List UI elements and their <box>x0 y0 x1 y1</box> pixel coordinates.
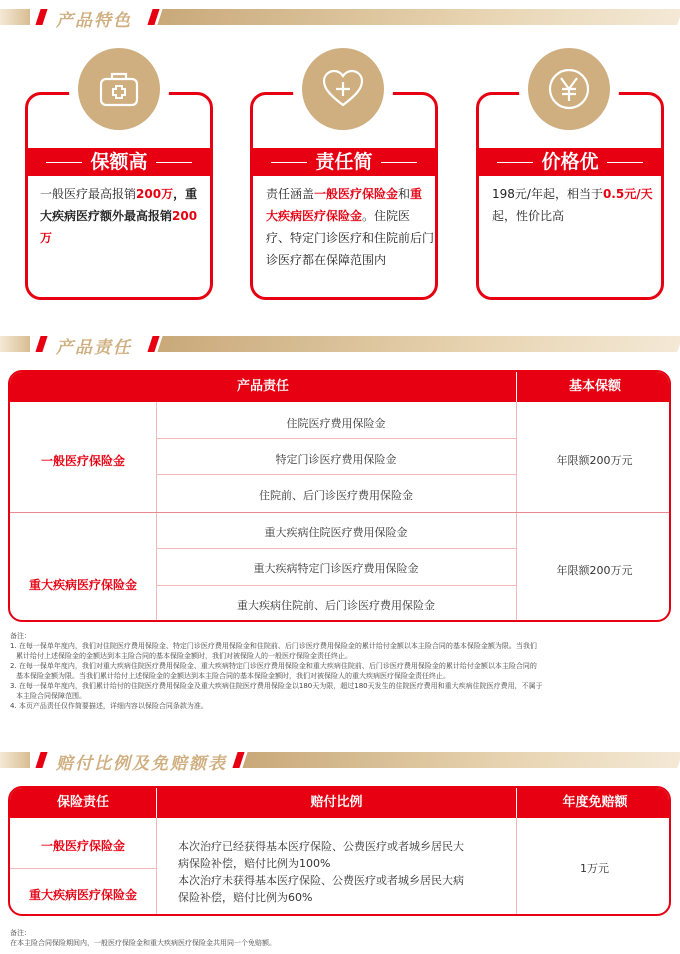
claim-table-header-deductible: 年度免赔额 <box>517 788 671 818</box>
claim-section-title: 赔付比例及免赔额表 <box>56 754 227 774</box>
claim-row-general: 一般医疗保险金 <box>40 839 125 853</box>
duty-group-general: 一般医疗保险金 <box>40 454 125 468</box>
duty-table-header-product: 产品责任 <box>10 372 516 402</box>
duty-table-header-amount: 基本保额 <box>517 372 671 402</box>
feature-description: 198元/年起，相当于0.5元/天起，性价比高 <box>492 187 653 223</box>
feature-description: 责任涵盖一般医疗保险金和重大疾病医疗保险金。住院医疗、特定门诊医疗和住院前后门诊医疗都在保障范围内 <box>266 187 435 267</box>
claim-table-header-ratio: 赔付比例 <box>157 788 516 818</box>
duty-amount: 年限额200万元 <box>556 454 633 467</box>
claim-section-header <box>0 751 680 774</box>
feature-title-band: 价格优 <box>476 148 664 176</box>
duty-group-critical-illness: 重大疾病医疗保险金 <box>28 578 137 592</box>
duty-item: 重大疾病住院医疗费用保险金 <box>264 526 408 539</box>
duty-item: 重大疾病住院前、后门诊医疗费用保险金 <box>237 599 435 612</box>
duty-item: 住院医疗费用保险金 <box>286 417 386 430</box>
duty-notes: 备注： 1. 在每一保单年度内，我们对住院医疗费用保险金、特定门诊医疗费用保险金和住院前、后门诊医疗费用保险金的累计给付金额以本主险合同的基本保险金额为限。当我们 累计给付上述保险金的金额达到本主险合同的基本保险金额时，我们对被保险人的一般医疗保险金责任终止。 2. 在每一保单年度内，我们对重大疾病住院医疗费用保险金、重大疾病特定门诊医疗费用保险金和重大疾病住院前、后门诊医疗费用保险金的累计给付金额以本主险合同的 基本保险金额为限。当我们累计给付上述保险金的金额达到本主险合同的基本保险金额时，我们对被保险人的重大疾病医疗保险金责任终止。 3. 在每一保单年度内，我们累计给付的住院医疗费用保险金及重大疾病住院医疗费用保险金以180天为限，超过180天发生的住院医疗费用和重大疾病住院医疗费用，不属于 本主险合同保障范围。 4. 本页产品责任仅作简要描述，详细内容以保险合同条款为准。 <box>10 632 543 710</box>
claim-notes: 备注： 在本主险合同保险期间内，一般医疗保险金和重大疾病医疗保险金共用同一个免赔额。 <box>10 929 276 947</box>
claim-ratio-text: 本次治疗已经获得基本医疗保险、公费医疗或者城乡居民大 病保险补偿，赔付比例为100% 本次治疗未获得基本医疗保险、公费医疗或者城乡居民大病 保险补偿，赔付比例为60% <box>178 840 464 904</box>
duty-section-header <box>0 335 680 358</box>
duty-table <box>8 370 671 622</box>
duty-item: 特定门诊医疗费用保险金 <box>275 453 397 466</box>
first-aid-kit-icon <box>78 48 160 130</box>
duty-amount: 年限额200万元 <box>556 564 633 577</box>
claim-deductible: 1万元 <box>580 862 609 875</box>
claim-table-header-duty: 保险责任 <box>10 788 156 818</box>
duty-section-title: 产品责任 <box>56 338 132 358</box>
yen-coin-icon <box>528 48 610 130</box>
features-section-title: 产品特色 <box>56 11 132 31</box>
claim-table <box>8 786 671 916</box>
claim-row-critical-illness: 重大疾病医疗保险金 <box>28 888 137 902</box>
duty-item: 重大疾病特定门诊医疗费用保险金 <box>253 562 419 575</box>
features-section-header <box>0 8 680 31</box>
duty-item: 住院前、后门诊医疗费用保险金 <box>259 489 413 502</box>
feature-title-band: 保额高 <box>25 148 213 176</box>
feature-title-band: 责任简 <box>250 148 438 176</box>
feature-description: 一般医疗最高报销200万，重大疾病医疗额外最高报销200万 <box>40 187 198 245</box>
heart-plus-icon <box>302 48 384 130</box>
